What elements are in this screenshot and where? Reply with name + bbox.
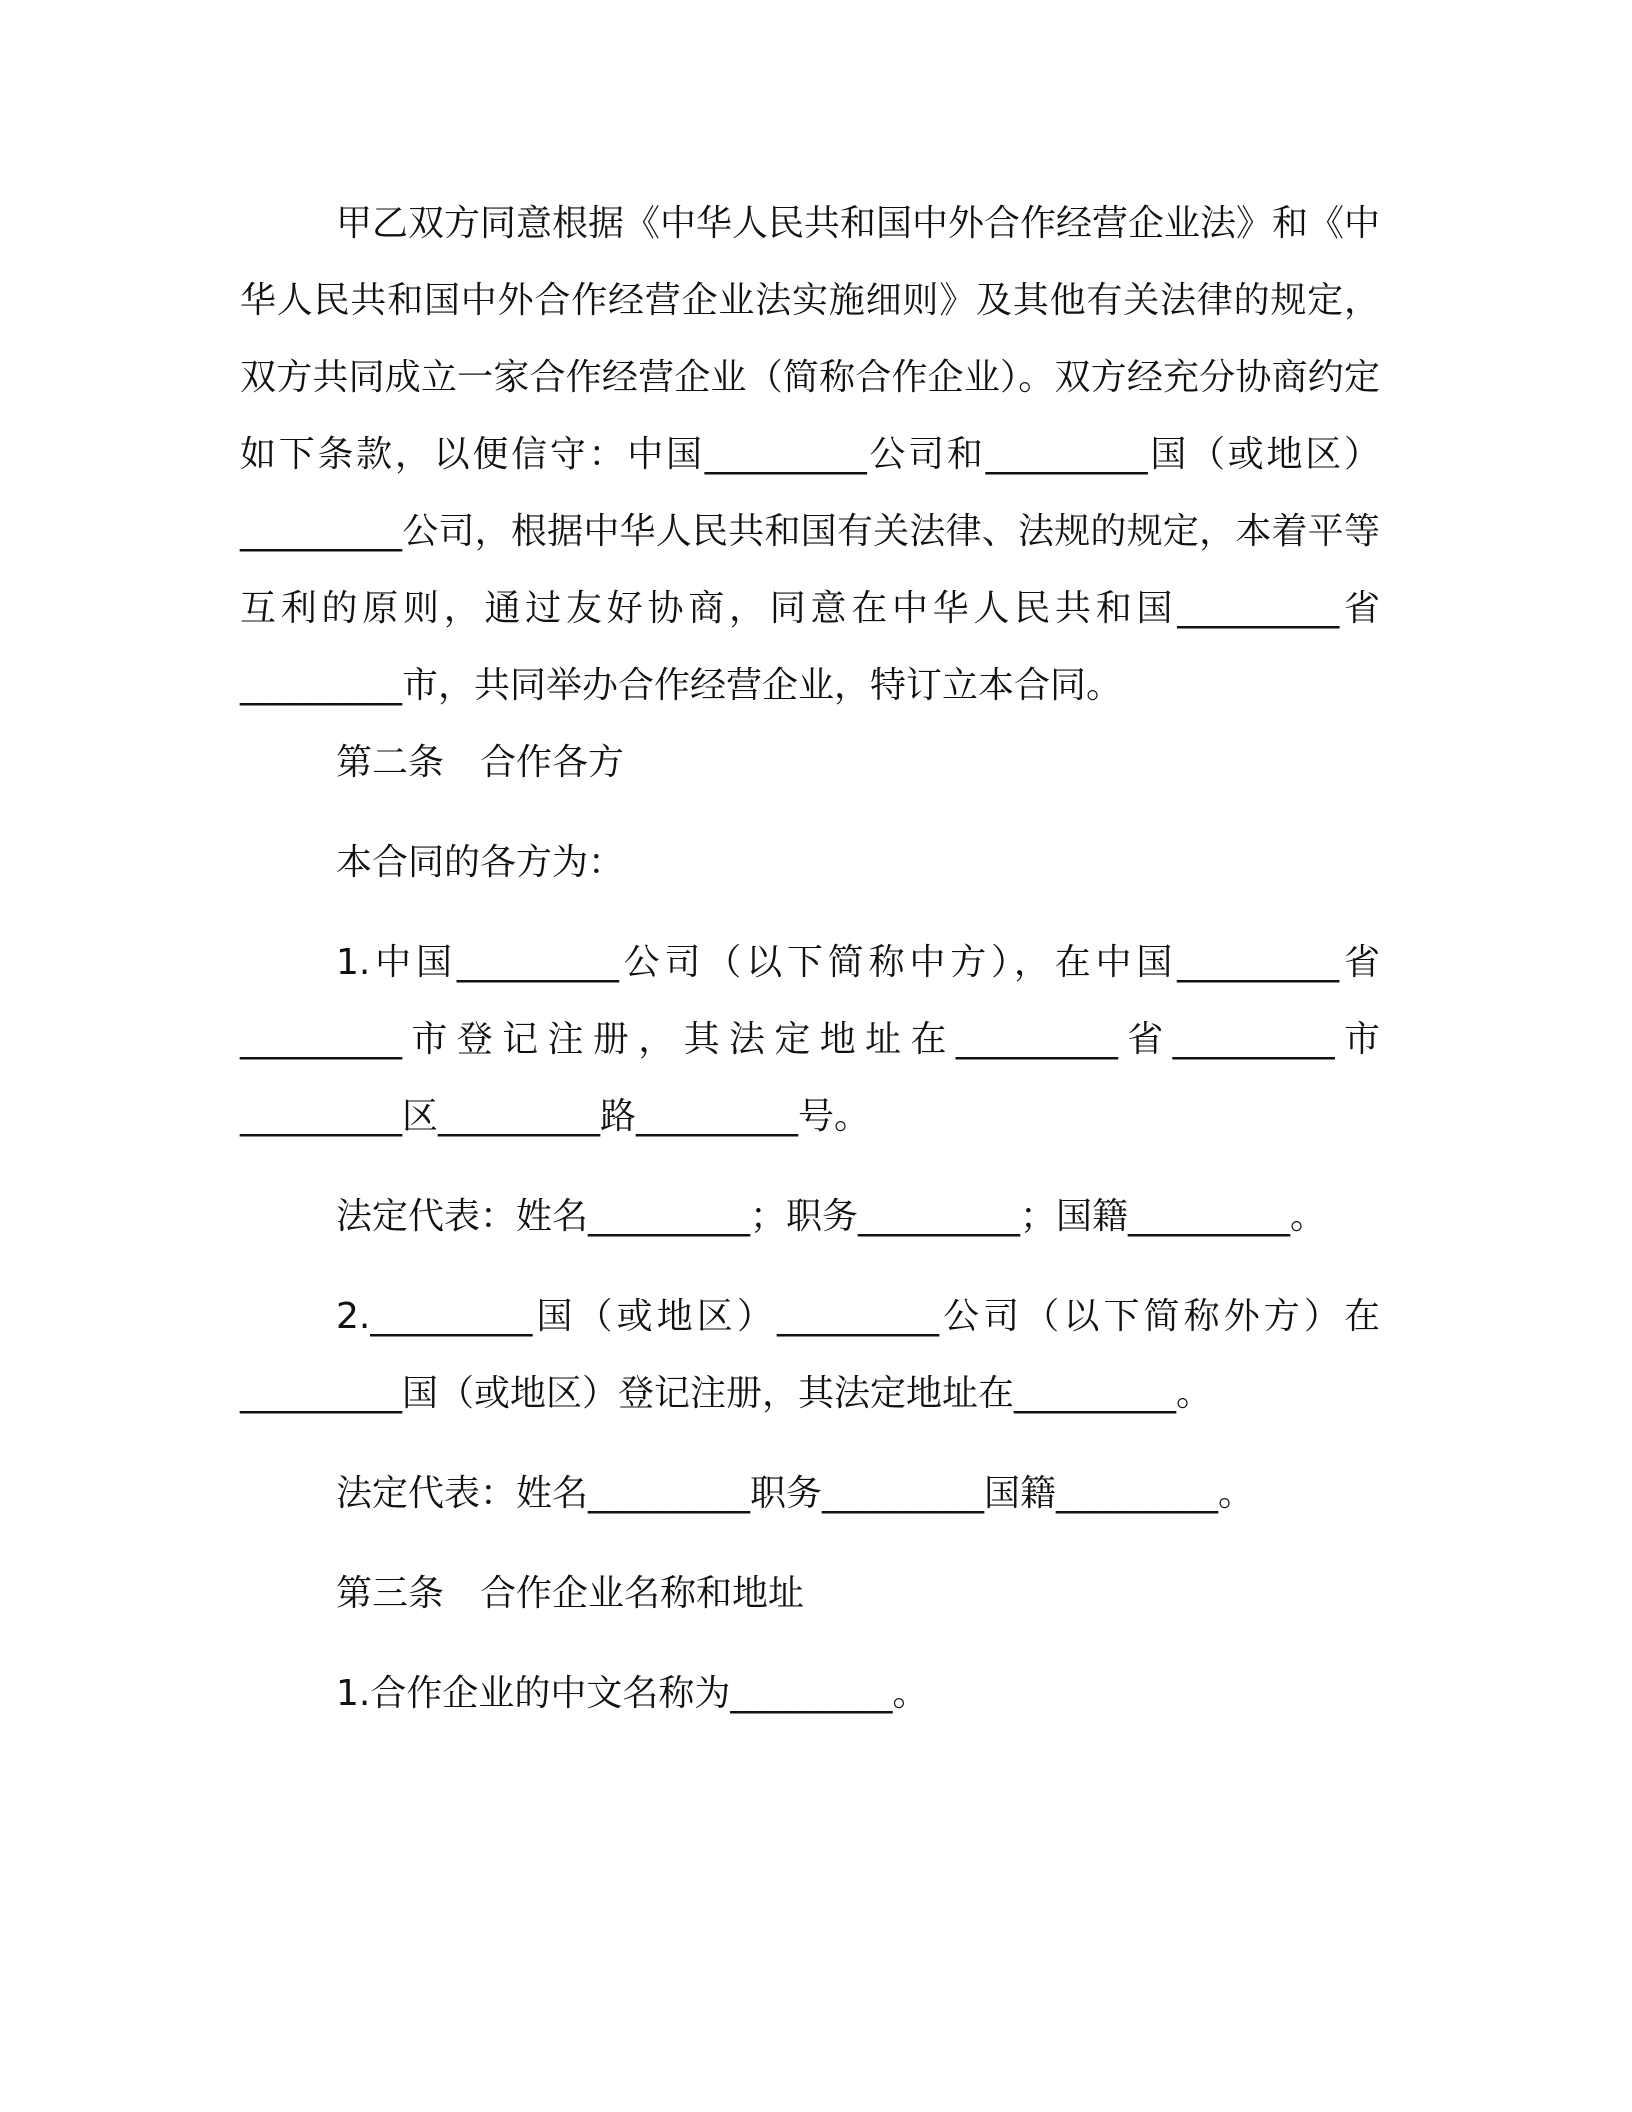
article-3-heading: 第三条 合作企业名称和地址: [336, 1573, 805, 1614]
party-1-representative: 法定代表：姓名_________；职务_________；国籍_________。: [336, 1196, 1327, 1237]
party-2-representative: 法定代表：姓名_________职务_________国籍_________。: [336, 1473, 1255, 1514]
document-body: [240, 185, 1380, 1732]
article-2-intro: 本合同的各方为：: [336, 842, 625, 883]
article-3-item-1: 1.合作企业的中文名称为_________。: [336, 1673, 929, 1714]
article-2-heading: 第二条 合作各方: [336, 742, 625, 783]
party-1-paragraph: 1.中国_________公司（以下简称中方），在中国_________省_________市登记注册，其法定地址在_________省_________市_________区_________路_________号。: [240, 942, 1380, 1137]
intro-paragraph: 甲乙双方同意根据《中华人民共和国中外合作经营企业法》和《中华人民共和国中外合作经营企业法实施细则》及其他有关法律的规定，双方共同成立一家合作经营企业（简称合作企业）。双方经充分协商约定如下条款，以便信守：中国_________公司和_________国（或地区）_________公司，根据中华人民共和国有关法律、法规的规定，本着平等互利的原则，通过友好协商，同意在中华人民共和国_________省_________市，共同举办合作经营企业，特订立本合同。: [240, 203, 1381, 706]
party-2-paragraph: 2._________国（或地区）_________公司（以下简称外方）在_________国（或地区）登记注册，其法定地址在_________。: [240, 1296, 1380, 1414]
